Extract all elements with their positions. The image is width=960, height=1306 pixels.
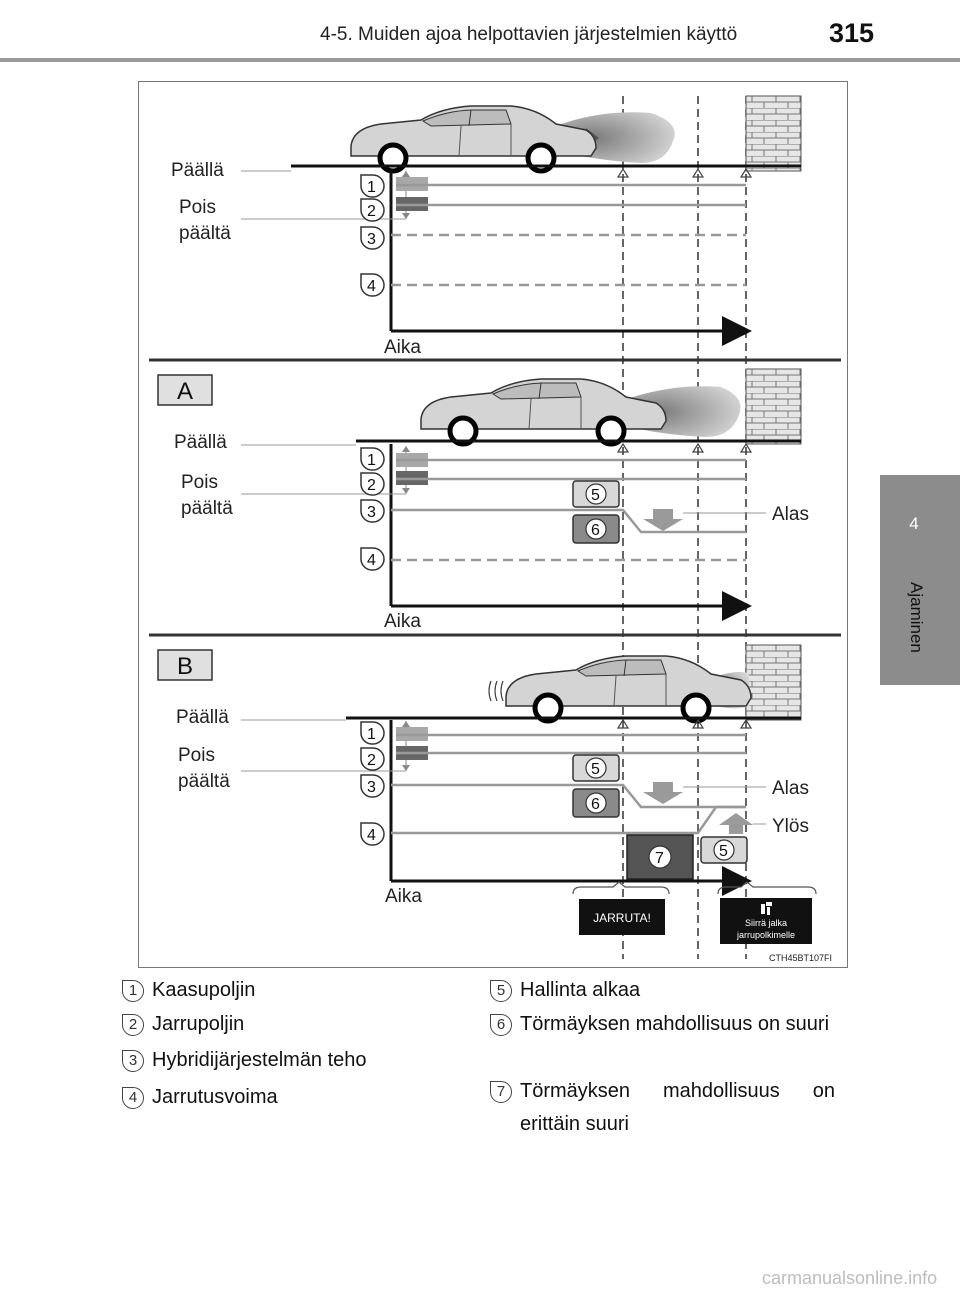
figure-code: CTH45BT107FI — [769, 953, 833, 963]
down-label: Alas — [772, 504, 809, 525]
time-label: Aika — [384, 611, 421, 632]
svg-text:3: 3 — [367, 504, 376, 521]
time-label: Aika — [385, 886, 422, 907]
svg-text:5: 5 — [591, 487, 600, 504]
panel-b — [158, 645, 832, 963]
svg-text:4: 4 — [367, 827, 376, 844]
svg-text:1: 1 — [367, 726, 376, 743]
svg-text:5: 5 — [719, 843, 728, 860]
legend-item: 7 Törmäyksen mahdollisuus on erittäin suuri — [490, 1075, 840, 1141]
circle-number — [361, 722, 384, 845]
panel-a-label: A — [177, 378, 194, 405]
svg-text:6: 6 — [591, 796, 600, 813]
svg-text:3: 3 — [367, 231, 376, 248]
circle-number — [361, 175, 384, 296]
on-label: Päällä — [171, 160, 224, 181]
svg-text:6: 6 — [591, 522, 600, 539]
svg-text:2: 2 — [367, 752, 376, 769]
chapter-tab-number: 4 — [909, 514, 919, 533]
legend-item: 3 Hybridijärjestelmän teho — [122, 1044, 442, 1077]
pre-collision-timing-figure — [138, 81, 848, 968]
panel-b-label: B — [177, 653, 194, 680]
svg-text:1: 1 — [367, 179, 376, 196]
watermark: carmanualsonline.info — [762, 1268, 938, 1288]
up-label: Ylös — [772, 816, 809, 837]
svg-text:3: 3 — [367, 779, 376, 796]
page-number: 315 — [829, 18, 875, 48]
chapter-tab-label: Ajaminen — [907, 582, 926, 653]
off-label: Pois — [178, 745, 215, 766]
svg-text:7: 7 — [655, 850, 664, 867]
time-label: Aika — [384, 337, 421, 358]
svg-text:2: 2 — [367, 477, 376, 494]
svg-text:5: 5 — [591, 761, 600, 778]
panel-normal — [171, 96, 801, 358]
svg-text:2: 2 — [367, 203, 376, 220]
off-label: Pois — [181, 472, 218, 493]
off-label: päältä — [179, 223, 231, 244]
svg-text:4: 4 — [367, 552, 376, 569]
legend-item: 5 Hallinta alkaa — [490, 974, 840, 1007]
legend-item: 4 Jarrutusvoima — [122, 1081, 442, 1114]
brake-warning-text: JARRUTA! — [593, 911, 651, 925]
timing-markers — [623, 96, 746, 959]
move-foot-text: Siirrä jalka — [744, 918, 788, 928]
legend-item: 2 Jarrupoljin — [122, 1008, 442, 1041]
circle-number — [361, 448, 384, 570]
svg-text:1: 1 — [367, 452, 376, 469]
svg-text:4: 4 — [367, 278, 376, 295]
on-label: Päällä — [176, 707, 229, 728]
timing-diagram — [139, 82, 846, 966]
off-label: Pois — [179, 197, 216, 218]
off-label: päältä — [178, 771, 230, 792]
move-foot-text: jarrupolkimelle — [736, 930, 796, 940]
section-title: 4-5. Muiden ajoa helpottavien järjestelmien käyttö — [320, 24, 738, 45]
legend-item: 1 Kaasupoljin — [122, 974, 442, 1007]
on-label: Päällä — [174, 432, 227, 453]
down-label: Alas — [772, 778, 809, 799]
header-rule — [0, 58, 960, 62]
legend-item: 6 Törmäyksen mahdollisuus on suuri — [490, 1008, 840, 1074]
off-label: päältä — [181, 498, 233, 519]
panel-a — [158, 369, 809, 632]
